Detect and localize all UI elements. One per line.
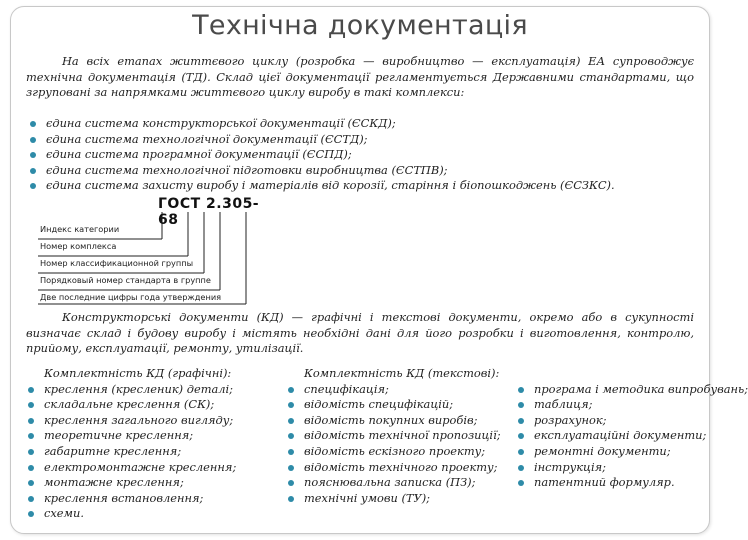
systems-list	[26, 116, 694, 194]
graphic-docs-column	[24, 366, 264, 522]
list-item: відомість покупних виробів;	[284, 413, 510, 429]
list-item: пояснювальна записка (ПЗ);	[284, 475, 510, 491]
list-item: розрахунок;	[514, 413, 694, 429]
list-item: технічні умови (ТУ);	[284, 491, 510, 507]
list-item: відомість технічного проекту;	[284, 460, 510, 476]
gost-label: ГОСТ 2.305-68	[158, 196, 260, 228]
graphic-list	[24, 382, 264, 522]
gost-row: Две последние цифры года утверждения	[40, 292, 222, 302]
graphic-heading: Комплектність КД (графічні):	[44, 366, 232, 380]
list-item: монтажне креслення;	[24, 475, 264, 491]
list-item: електромонтажне креслення;	[24, 460, 264, 476]
list-item: схеми.	[24, 506, 264, 522]
intro-text: На всіх етапах життєвого циклу (розробка — виробництво — експлуатація) ЕА супроводжує технічна документація (ТД). Склад цієї документації регламентується Державними стандартами, що згруповані за напрямками життєвого циклу виробу в такі комплекси:	[26, 54, 694, 100]
list-item: креслення (кресленик) деталі;	[24, 382, 264, 398]
gost-row: Порядковый номер стандарта в группе	[40, 275, 211, 285]
list-item: єдина система програмної документації (ЄСПД);	[26, 147, 694, 163]
list-item: відомість ескізного проекту;	[284, 444, 510, 460]
list-item: таблиця;	[514, 397, 694, 413]
list-item: відомість специфікацій;	[284, 397, 510, 413]
intro-paragraph	[26, 54, 694, 101]
list-item: теоретичне креслення;	[24, 428, 264, 444]
list-item: єдина система технологічної підготовки виробництва (ЄСТПВ);	[26, 163, 694, 179]
list-item: складальне креслення (СК);	[24, 397, 264, 413]
slide-title: Технічна документація	[192, 10, 528, 41]
kd-paragraph	[26, 310, 694, 357]
list-item: патентний формуляр.	[514, 475, 694, 491]
list-item: габаритне креслення;	[24, 444, 264, 460]
list-item: ремонтні документи;	[514, 444, 694, 460]
list-item: експлуатаційні документи;	[514, 428, 694, 444]
list-item: креслення встановлення;	[24, 491, 264, 507]
textual-list	[284, 382, 510, 507]
list-item: специфікація;	[284, 382, 510, 398]
gost-row: Номер классификационной группы	[40, 258, 194, 268]
gost-diagram	[38, 196, 278, 306]
gost-row: Номер комплекса	[40, 241, 117, 251]
list-item: єдина система захисту виробу і матеріалів від корозії, старіння і біопошкоджень (ЄСЗКС).	[26, 178, 694, 194]
gost-row: Индекс категории	[40, 224, 120, 234]
list-item: програма і методика випробувань;	[514, 382, 694, 398]
list-item: відомість технічної пропозиції;	[284, 428, 510, 444]
list-item: інструкція;	[514, 460, 694, 476]
text-docs-column	[284, 366, 510, 506]
textual-heading: Комплектність КД (текстові):	[304, 366, 500, 380]
list-item: єдина система конструкторської документації (ЄСКД);	[26, 116, 694, 132]
text-docs-column-continued	[514, 366, 748, 491]
list-item: креслення загального вигляду;	[24, 413, 264, 429]
list-item: єдина система технологічної документації (ЄСТД);	[26, 132, 694, 148]
kd-text: Конструкторські документи (КД) — графічні і текстові документи, окремо або в сукупності визначає склад і будову виробу і містять необхідні дані для його розробки і виготовлення, контролю, прийому, експлуатації, ремонту, утилізації.	[26, 310, 694, 356]
textual-more-list	[514, 381, 748, 491]
